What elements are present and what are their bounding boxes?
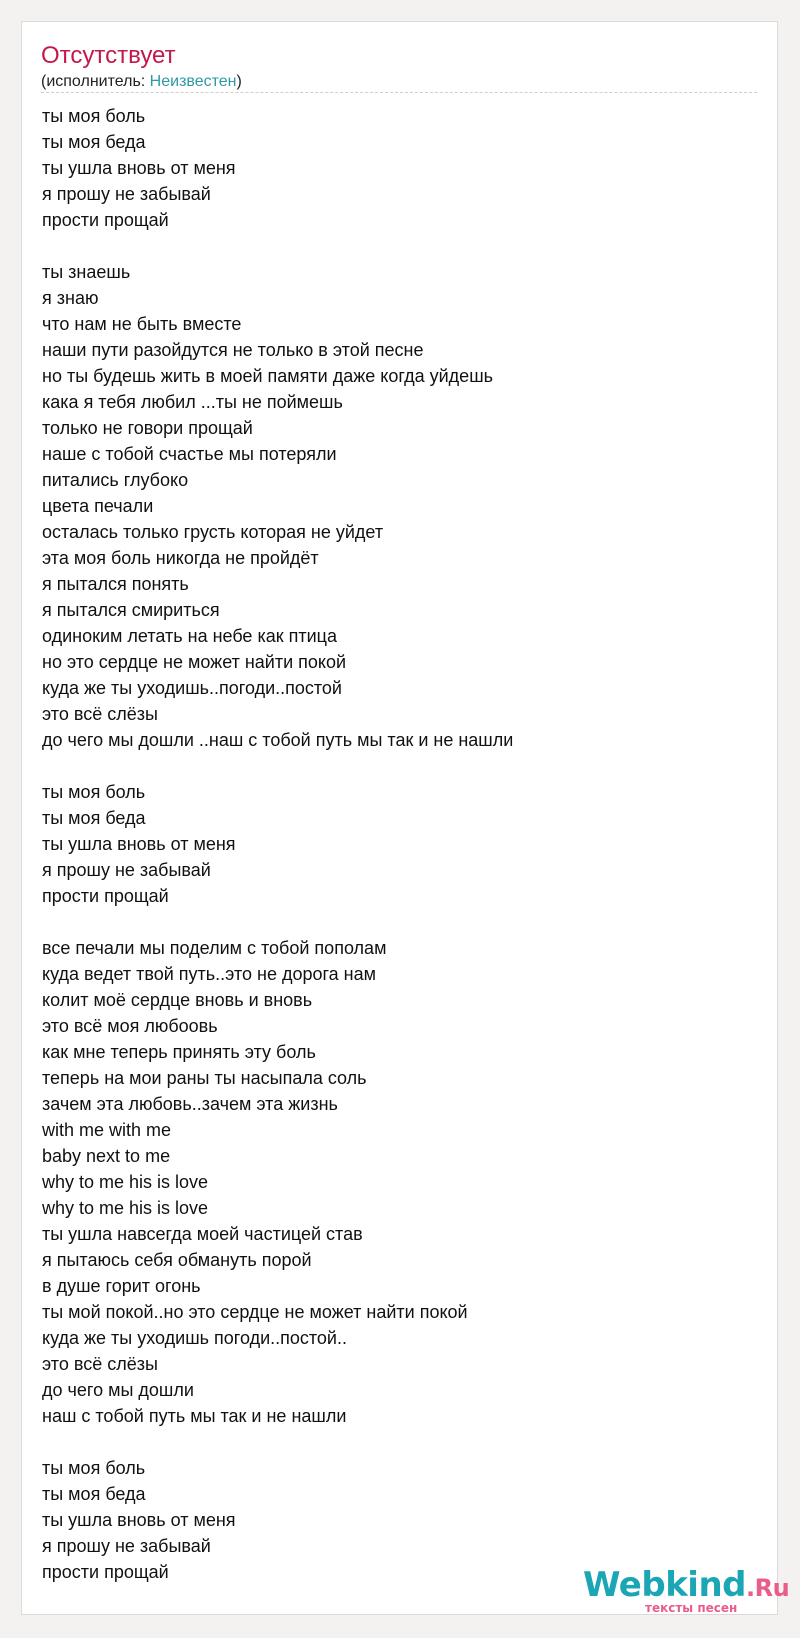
lyrics-line: ты мой покой..но это сердце не может найти покой [42, 1302, 468, 1322]
lyrics-line: ты моя боль [42, 1458, 146, 1478]
site-logo[interactable] [583, 1565, 790, 1617]
lyrics-line: одиноким летать на небе как птица [42, 626, 337, 646]
lyrics-line: только не говори прощай [42, 418, 253, 438]
lyrics-line: до чего мы дошли ..наш с тобой путь мы так и не нашли [42, 730, 514, 750]
artist-suffix: ) [236, 73, 242, 90]
lyrics-line: кака я тебя любил ...ты не поймешь [42, 392, 343, 412]
lyrics-line: ты моя беда [42, 1484, 146, 1504]
lyrics-line: куда ведет твой путь..это не дорога нам [42, 964, 377, 984]
lyrics-line: куда же ты уходишь погоди..постой.. [42, 1328, 347, 1348]
lyrics-line: это всё слёзы [42, 704, 158, 724]
lyrics-line: я прошу не забывай [42, 1536, 211, 1556]
lyrics-line: я прошу не забывай [42, 184, 211, 204]
lyrics-line: осталась только грусть которая не уйдет [42, 522, 384, 542]
lyrics-line: why to me his is love [42, 1198, 209, 1218]
lyrics-line: я прошу не забывай [42, 860, 211, 880]
lyrics-line: ты моя боль [42, 106, 146, 126]
lyrics-line: ты моя беда [42, 808, 146, 828]
lyrics-line: прости прощай [42, 210, 169, 230]
lyrics-line: цвета печали [42, 496, 154, 516]
artist-link[interactable]: Неизвестен [149, 73, 237, 90]
lyrics-stanza [42, 259, 742, 753]
lyrics-line: прости прощай [42, 886, 169, 906]
lyrics-line: я пытаюсь себя обмануть порой [42, 1250, 312, 1270]
lyrics-line: теперь на мои раны ты насыпала соль [42, 1068, 367, 1088]
lyrics-line: все печали мы поделим с тобой пополам [42, 938, 387, 958]
artist-prefix: (исполнитель: [41, 73, 150, 90]
lyrics-line: я знаю [42, 288, 99, 308]
lyrics-line: with me with me [42, 1120, 172, 1140]
logo-main-text: Webkind [583, 1565, 746, 1605]
lyrics-stanza [42, 779, 742, 909]
lyrics-line: прости прощай [42, 1562, 169, 1582]
lyrics-line: как мне теперь принять эту боль [42, 1042, 316, 1062]
lyrics-line: колит моё сердце вновь и вновь [42, 990, 313, 1010]
lyrics-line: ты ушла вновь от меня [42, 834, 236, 854]
lyrics-line: ты моя боль [42, 782, 146, 802]
title-divider [41, 92, 757, 93]
lyrics-line: наши пути разойдутся не только в этой песне [42, 340, 424, 360]
lyrics-line: эта моя боль никогда не пройдёт [42, 548, 319, 568]
logo-tagline: тексты песен [645, 1601, 738, 1615]
lyrics-line: why to me his is love [42, 1172, 209, 1192]
song-title: Отсутствует [41, 42, 176, 69]
lyrics-line: наш с тобой путь мы так и не нашли [42, 1406, 347, 1426]
lyrics-line: это всё слёзы [42, 1354, 158, 1374]
lyrics-line: я пытался понять [42, 574, 189, 594]
lyrics-line: ты ушла вновь от меня [42, 1510, 236, 1530]
lyrics-line: наше с тобой счастье мы потеряли [42, 444, 337, 464]
lyrics-line: что нам не быть вместе [42, 314, 242, 334]
artist-line [41, 72, 242, 92]
lyrics-line: ты моя беда [42, 132, 146, 152]
lyrics-line: baby next to me [42, 1146, 171, 1166]
lyrics-line: но это сердце не может найти покой [42, 652, 347, 672]
lyrics-line: но ты будешь жить в моей памяти даже когда уйдешь [42, 366, 494, 386]
logo-tld: .Ru [746, 1574, 790, 1602]
lyrics-line: питались глубоко [42, 470, 189, 490]
lyrics-line: куда же ты уходишь..погоди..постой [42, 678, 342, 698]
lyrics-line: я пытался смириться [42, 600, 220, 620]
lyrics-line: зачем эта любовь..зачем эта жизнь [42, 1094, 338, 1114]
lyrics-stanza [42, 103, 742, 233]
lyrics-line: в душе горит огонь [42, 1276, 201, 1296]
lyrics-stanza [42, 935, 742, 1429]
lyrics-line: это всё моя любоовь [42, 1016, 218, 1036]
lyrics-text [42, 103, 742, 1585]
lyrics-line: ты знаешь [42, 262, 131, 282]
lyrics-line: ты ушла вновь от меня [42, 158, 236, 178]
lyrics-line: ты ушла навсегда моей частицей став [42, 1224, 363, 1244]
lyrics-line: до чего мы дошли [42, 1380, 194, 1400]
